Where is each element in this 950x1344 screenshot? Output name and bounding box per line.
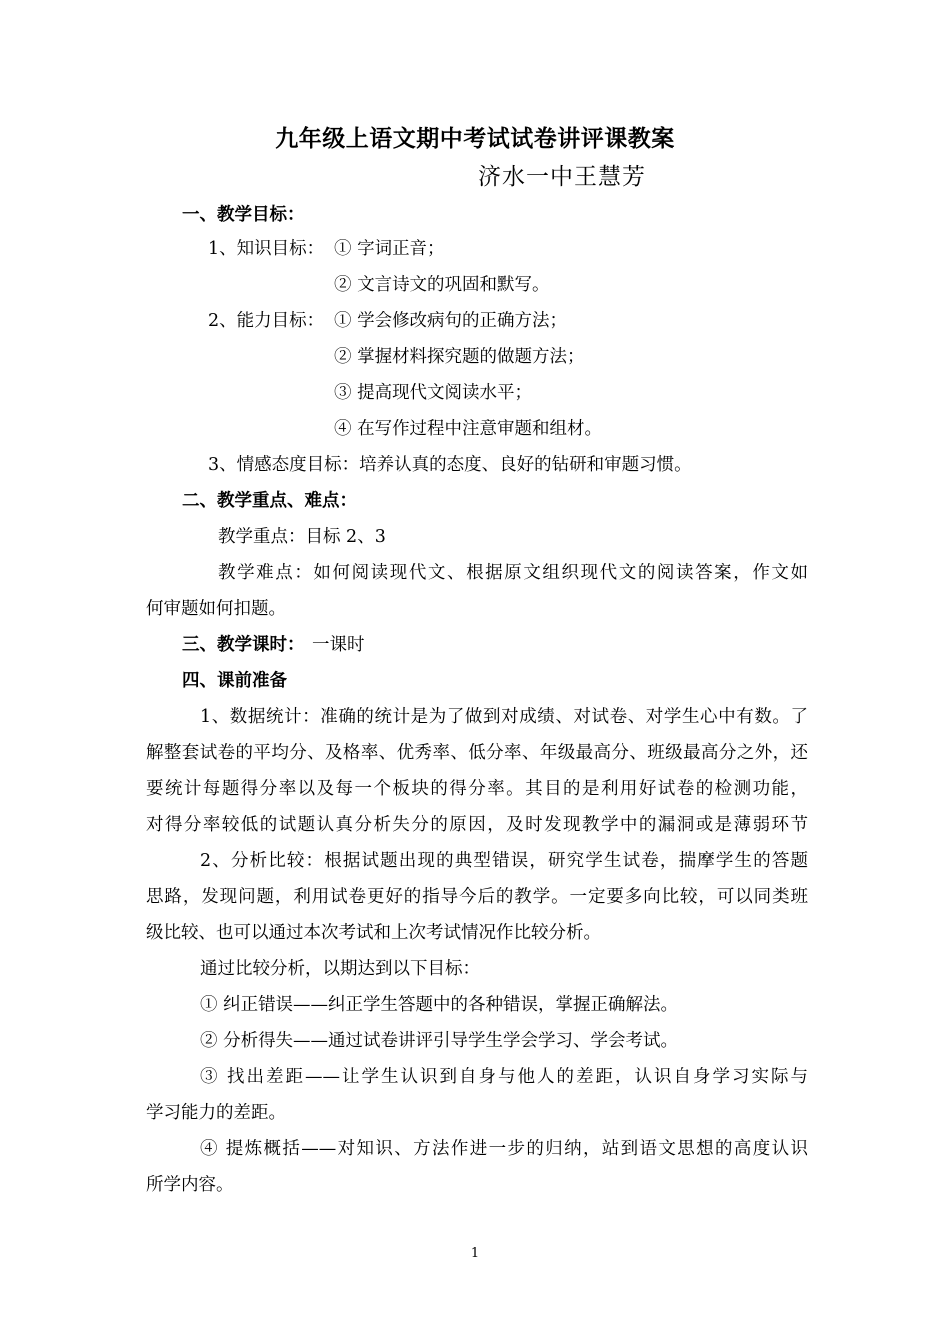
paragraph-line: 1、数据统计：准确的统计是为了做到对成绩、对试卷、对学生心中有数。了	[200, 707, 808, 727]
knowledge-objective-item: ① 字词正音；	[334, 239, 445, 259]
section-heading-hours: 三、教学课时：	[182, 635, 305, 655]
knowledge-objective-label: 1、知识目标：	[208, 239, 325, 259]
paragraph-line: 对得分率较低的试题认真分析失分的原因，及时发现教学中的漏洞或是薄弱环节	[146, 815, 808, 835]
ability-objective-item: ① 学会修改病句的正确方法；	[334, 311, 568, 331]
page-number: 1	[470, 1246, 480, 1261]
ability-objective-item: ② 掌握材料探究题的做题方法；	[334, 347, 585, 367]
goal-item: ② 分析得失——通过试卷讲评引导学生学会学习、学会考试。	[200, 1031, 679, 1051]
section-heading-preparation: 四、课前准备	[182, 671, 287, 691]
difficulty-text-continued: 何审题如何扣题。	[146, 599, 286, 619]
paragraph-line: 2、分析比较：根据试题出现的典型错误，研究学生试卷，揣摩学生的答题	[200, 851, 808, 871]
class-hours-value: 一课时	[312, 635, 365, 655]
paragraph-line: 解整套试卷的平均分、及格率、优秀率、低分率、年级最高分、班级最高分之外，还	[146, 743, 808, 763]
paragraph-line: 级比较、也可以通过本次考试和上次考试情况作比较分析。	[146, 923, 601, 943]
knowledge-objective-item: ② 文言诗文的巩固和默写。	[334, 275, 550, 295]
author-line: 济水一中王慧芳	[478, 164, 646, 190]
goal-item-continued: 学习能力的差距。	[146, 1103, 286, 1123]
document-title: 九年级上语文期中考试试卷讲评课教案	[275, 125, 675, 152]
goal-item: ④ 提炼概括——对知识、方法作进一步的归纳，站到语文思想的高度认识	[200, 1139, 808, 1159]
section-heading-objectives: 一、教学目标：	[182, 205, 305, 225]
ability-objective-item: ④ 在写作过程中注意审题和组材。	[334, 419, 603, 439]
section-heading-key-points: 二、教学重点、难点：	[182, 491, 357, 511]
emotion-objective: 3、情感态度目标：培养认真的态度、良好的钻研和审题习惯。	[208, 455, 692, 475]
key-point-text: 教学重点：目标 2、3	[218, 527, 386, 547]
paragraph-line: 思路，发现问题，利用试卷更好的指导今后的教学。一定要多向比较，可以同类班	[146, 887, 808, 907]
paragraph-line: 要统计每题得分率以及每一个板块的得分率。其目的是利用好试卷的检测功能，	[146, 779, 808, 799]
difficulty-text: 教学难点：如何阅读现代文、根据原文组织现代文的阅读答案，作文如	[218, 563, 808, 583]
ability-objective-item: ③ 提高现代文阅读水平；	[334, 383, 533, 403]
paragraph-line: 通过比较分析，以期达到以下目标：	[200, 959, 480, 979]
goal-item: ③ 找出差距——让学生认识到自身与他人的差距，认识自身学习实际与	[200, 1067, 808, 1087]
goal-item-continued: 所学内容。	[146, 1175, 234, 1195]
goal-item: ① 纠正错误——纠正学生答题中的各种错误，掌握正确解法。	[200, 995, 679, 1015]
ability-objective-label: 2、能力目标：	[208, 311, 325, 331]
